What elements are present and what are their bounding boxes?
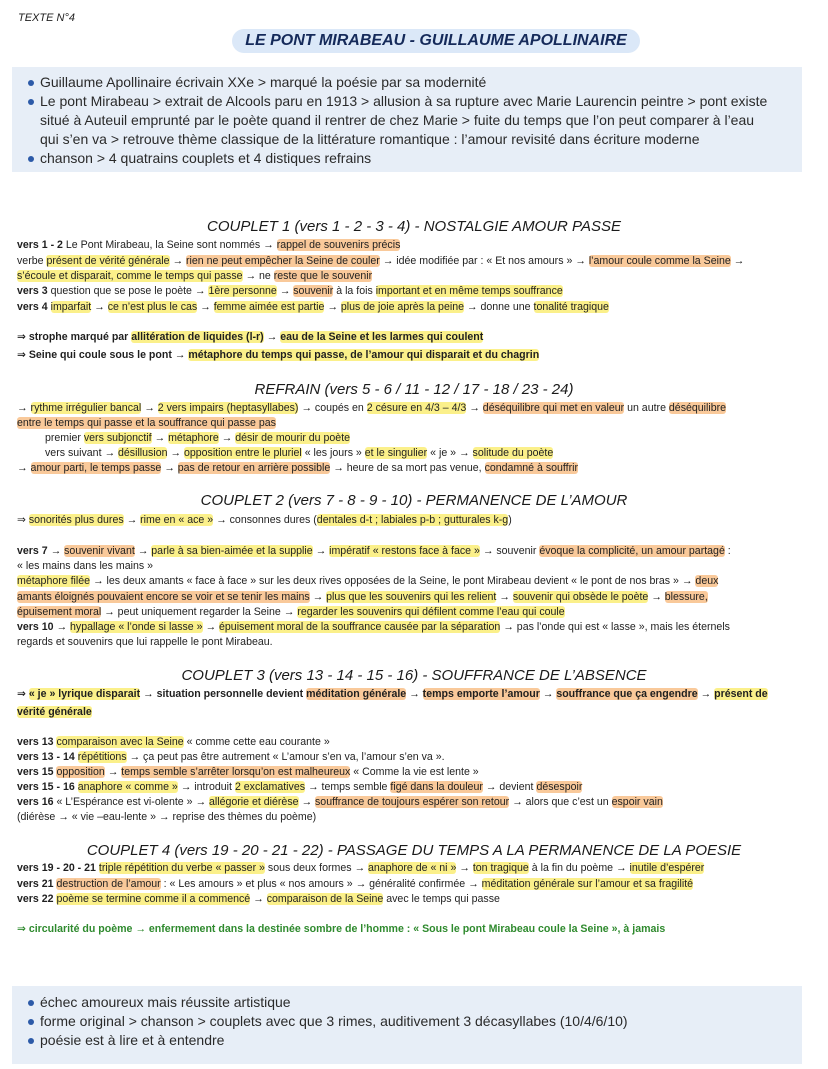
refrain-line-3: premier vers subjonctif → métaphore → désir de mourir du poète xyxy=(45,432,351,444)
intro-bullet-2-line-3: qui s’en va > retrouve thème classique de la littérature romantique : l’amour revisité dans écriture moderne xyxy=(40,131,700,147)
c4-line-1: vers 19 - 20 - 21 triple répétition du verbe « passer » sous deux formes → anaphore de « ni » → ton tragique à la fin du poème → inutile d’espérer xyxy=(17,862,705,874)
refrain-line-1: → rythme irrégulier bancal → 2 vers impairs (heptasyllabes) → coupés en 2 césure en 4/3 – 4/3 → déséquilibre qui met en valeur un autre déséquilibre xyxy=(17,402,727,414)
page-title: LE PONT MIRABEAU - GUILLAUME APOLLINAIRE xyxy=(232,29,640,53)
c2-line-2: vers 7 → souvenir vivant → parle à sa bien-aimée et la supplie → impératif « restons face à face » → souvenir évoque la complicité, un amour partagé : xyxy=(17,545,731,557)
c2-line-8: regards et souvenirs que lui rappelle le pont Mirabeau. xyxy=(17,636,273,648)
couplet-4-heading: COUPLET 4 (vers 19 - 20 - 21 - 22) - PASSAGE DU TEMPS A LA PERMANENCE DE LA POESIE xyxy=(86,842,742,859)
c3-line-8: (diérèse → « vie –eau-lente » → reprise des thèmes du poème) xyxy=(17,811,317,823)
c2-line-5: amants éloignés pouvaient encore se voir et se tenir les mains → plus que les souvenirs qui les relient → souvenir qui obsède le poète → blessure, xyxy=(17,591,708,603)
refrain-line-5: → amour parti, le temps passe → pas de retour en arrière possible → heure de sa mort pas venue, condamné à souffrir xyxy=(17,462,579,474)
c4-line-2: vers 21 destruction de l’amour : « Les amours » et plus « nos amours » → généralité confirmée → méditation générale sur l’amour et sa fragilité xyxy=(17,878,694,890)
c2-line-7: vers 10 → hypallage « l’onde si lasse » → épuisement moral de la souffrance causée par la séparation → pas l’onde qui est « lasse », mais les éternels xyxy=(17,621,730,633)
texte-number-label: TEXTE N°4 xyxy=(18,12,75,24)
c3-line-6: vers 15 - 16 anaphore « comme » → introduit 2 exclamatives → temps semble figé dans la douleur → devient désespoir xyxy=(17,781,583,793)
c1-line-5: vers 4 imparfait → ce n’est plus le cas → femme aimée est partie → plus de joie après la peine → donne une tonalité tragique xyxy=(17,301,609,313)
intro-bullet-2-line-2: situé à Auteuil emprunté par le poète quand il rentrer de chez Marie > fuite du temps que l’on peut comparer à l’eau xyxy=(40,112,755,128)
c1-line-3: s’écoule et disparait, comme le temps qui passe → ne reste que le souvenir xyxy=(17,270,373,282)
c2-line-4: métaphore filée → les deux amants « face à face » sur les deux rives opposées de la Seine, le pont Mirabeau devient « le pont de nos bras » → deux xyxy=(17,575,719,587)
c1-line-1: vers 1 - 2 Le Pont Mirabeau, la Seine sont nommés → rappel de souvenirs précis xyxy=(17,239,401,251)
c3-line-3: vers 13 comparaison avec la Seine « comme cette eau courante » xyxy=(17,736,330,748)
bullet-dot-icon xyxy=(28,1019,34,1025)
c2-line-1: ⇒ sonorités plus dures → rime en « ace » → consonnes dures (dentales d-t ; labiales p-b ; gutturales k-g) xyxy=(17,514,512,526)
c1-summary-1: ⇒ strophe marqué par allitération de liquides (l-r) → eau de la Seine et les larmes qui coulent xyxy=(17,331,484,343)
bullet-dot-icon xyxy=(28,99,34,105)
conclusion-bullet-2: forme original > chanson > couplets avec que 3 rimes, auditivement 3 décasyllabes (10/4/6/10) xyxy=(40,1013,628,1029)
intro-bullet-2-line-1: Le pont Mirabeau > extrait de Alcools paru en 1913 > allusion à sa rupture avec Marie Laurencin peintre > pont existe xyxy=(40,93,768,109)
c3-line-4: vers 13 - 14 répétitions → ça peut pas être autrement « L’amour s’en va, l’amour s’en va ». xyxy=(17,751,445,763)
c3-line-7: vers 16 « L’Espérance est vi-olente » → allégorie et diérèse → souffrance de toujours espérer son retour → alors que c’est un espoir vain xyxy=(17,796,663,808)
c1-summary-2: ⇒ Seine qui coule sous le pont → métaphore du temps qui passe, de l’amour qui disparait et du chagrin xyxy=(17,349,540,361)
c4-line-3: vers 22 poème se termine comme il a commencé → comparaison de la Seine avec le temps qui passe xyxy=(17,893,500,905)
c3-line-5: vers 15 opposition → temps semble s’arrêter lorsqu’on est malheureux « Comme la vie est lente » xyxy=(17,766,479,778)
c2-line-3: « les mains dans les mains » xyxy=(17,560,154,572)
c4-conclusion-line: ⇒ circularité du poème → enfermement dans la destinée sombre de l’homme : « Sous le pont Mirabeau coule la Seine », à jamais xyxy=(17,923,666,935)
conclusion-box xyxy=(12,986,802,1064)
c1-line-4: vers 3 question que se pose le poète → 1ère personne → souvenir à la fois important et en même temps souffrance xyxy=(17,285,563,297)
bullet-dot-icon xyxy=(28,1038,34,1044)
bullet-dot-icon xyxy=(28,1000,34,1006)
c3-line-1: ⇒ « je » lyrique disparait → situation personnelle devient méditation générale → temps emporte l’amour → souffrance que ça engendre → présent de xyxy=(17,688,768,700)
intro-bullet-3: chanson > 4 quatrains couplets et 4 distiques refrains xyxy=(40,150,372,166)
couplet-1-heading: COUPLET 1 (vers 1 - 2 - 3 - 4) - NOSTALGIE AMOUR PASSE xyxy=(207,218,621,235)
intro-box xyxy=(12,67,802,172)
c3-line-2: vérité générale xyxy=(17,706,92,718)
conclusion-bullet-1: échec amoureux mais réussite artistique xyxy=(40,994,291,1010)
bullet-dot-icon xyxy=(28,156,34,162)
conclusion-bullet-3: poésie est à lire et à entendre xyxy=(40,1032,225,1048)
c2-line-6: épuisement moral → peut uniquement regarder la Seine → regarder les souvenirs qui défilent comme l’eau qui coule xyxy=(17,606,565,618)
refrain-heading: REFRAIN (vers 5 - 6 / 11 - 12 / 17 - 18 / 23 - 24) xyxy=(254,381,574,398)
bullet-dot-icon xyxy=(28,80,34,86)
intro-bullet-1: Guillaume Apollinaire écrivain XXe > marqué la poésie par sa modernité xyxy=(40,74,487,90)
refrain-line-4: vers suivant → désillusion → opposition entre le pluriel « les jours » et le singulier « je » → solitude du poète xyxy=(45,447,554,459)
refrain-line-2: entre le temps qui passe et la souffrance qui passe pas xyxy=(17,417,276,429)
couplet-2-heading: COUPLET 2 (vers 7 - 8 - 9 - 10) - PERMANENCE DE L’AMOUR xyxy=(200,492,628,509)
c1-line-2: verbe présent de vérité générale → rien ne peut empêcher la Seine de couler → idée modifiée par : « Et nos amours » → l’amour coule comme la Seine → xyxy=(17,255,745,267)
couplet-3-heading: COUPLET 3 (vers 13 - 14 - 15 - 16) - SOUFFRANCE DE L’ABSENCE xyxy=(181,667,647,684)
